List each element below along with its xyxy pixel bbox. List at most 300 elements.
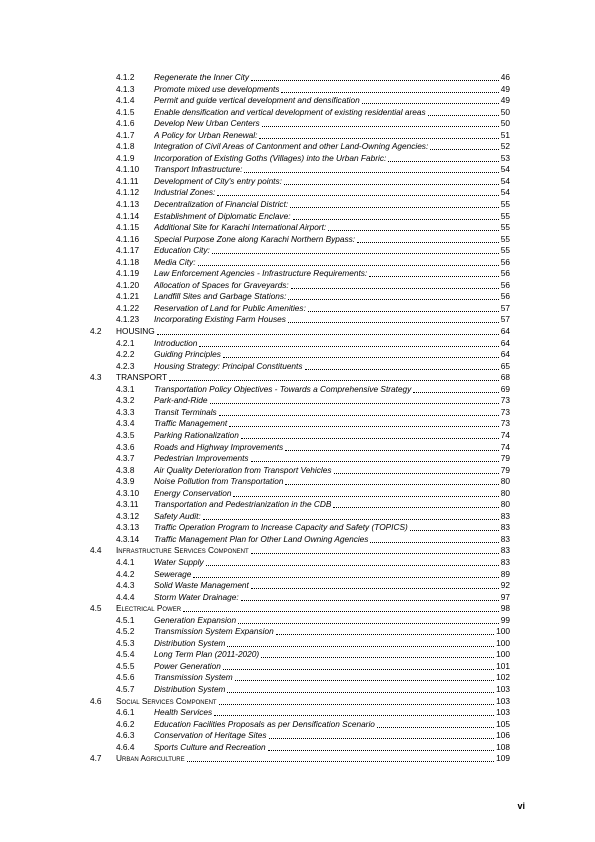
toc-entry-number: 4.1.13 bbox=[116, 199, 140, 210]
toc-entry[interactable] bbox=[90, 95, 510, 107]
toc-entry-title: Electrical Power bbox=[116, 603, 182, 614]
toc-entry-number: 4.1.20 bbox=[116, 279, 140, 290]
toc-entry-line bbox=[154, 569, 510, 581]
dot-leader bbox=[235, 672, 494, 681]
toc-entry-line bbox=[154, 615, 510, 627]
toc-entry-page: 97 bbox=[500, 591, 510, 602]
toc-entry[interactable] bbox=[90, 407, 510, 419]
toc-entry[interactable] bbox=[90, 453, 510, 465]
toc-entry-line bbox=[154, 164, 510, 176]
toc-entry-line bbox=[154, 511, 510, 523]
toc-entry-title: Guiding Principles bbox=[154, 349, 221, 360]
toc-entry-title: Sewerage bbox=[154, 568, 192, 579]
dot-leader bbox=[219, 407, 499, 416]
toc-entry-title: Generation Expansion bbox=[154, 614, 237, 625]
toc-entry[interactable] bbox=[90, 730, 510, 742]
toc-entry-title: Permit and guide vertical development and densification bbox=[154, 95, 360, 106]
toc-entry-number: 4.6.2 bbox=[116, 718, 135, 729]
toc-entry[interactable] bbox=[90, 684, 510, 696]
toc-entry-page: 55 bbox=[500, 199, 510, 210]
dot-leader bbox=[290, 199, 499, 208]
toc-entry-page: 83 bbox=[500, 545, 510, 556]
toc-entry-number: 4.1.4 bbox=[116, 95, 135, 106]
dot-leader bbox=[227, 684, 494, 693]
toc-entry-page: 74 bbox=[500, 441, 510, 452]
toc-entry-title: Incorporating Existing Farm Houses bbox=[154, 314, 286, 325]
toc-entry-title: Education City: bbox=[154, 245, 210, 256]
dot-leader bbox=[193, 569, 498, 578]
dot-leader bbox=[229, 418, 499, 427]
toc-entry-line bbox=[154, 684, 510, 696]
toc-entry-line bbox=[154, 107, 510, 119]
toc-entry[interactable] bbox=[90, 707, 510, 719]
toc-entry-number: 4.1.21 bbox=[116, 291, 140, 302]
toc-entry[interactable] bbox=[90, 222, 510, 234]
toc-entry-page: 46 bbox=[500, 72, 510, 82]
toc-entry[interactable] bbox=[90, 753, 510, 765]
dot-leader bbox=[269, 730, 495, 739]
toc-entry[interactable] bbox=[90, 245, 510, 257]
toc-entry-number: 4.1.22 bbox=[116, 302, 140, 313]
toc-entry[interactable] bbox=[90, 372, 510, 384]
toc-entry[interactable] bbox=[90, 303, 510, 315]
toc-entry-line bbox=[154, 153, 510, 165]
dot-leader bbox=[370, 534, 498, 543]
toc-entry-number: 4.5.6 bbox=[116, 672, 135, 683]
toc-entry-number: 4.1.7 bbox=[116, 129, 135, 140]
toc-entry-page: 73 bbox=[500, 418, 510, 429]
toc-entry[interactable] bbox=[90, 615, 510, 627]
dot-leader bbox=[206, 557, 499, 566]
toc-entry-page: 102 bbox=[496, 672, 510, 683]
toc-entry[interactable] bbox=[90, 603, 510, 615]
toc-entry-number: 4.6 bbox=[90, 695, 102, 706]
toc-entry-title: Education Facilities Proposals as per Densification Scenario bbox=[154, 718, 375, 729]
toc-entry-title: Energy Conservation bbox=[154, 487, 232, 498]
toc-entry-title: Air Quality Deterioration from Transport Vehicles bbox=[154, 464, 332, 475]
toc-entry-line bbox=[154, 465, 510, 477]
toc-entry-page: 83 bbox=[500, 522, 510, 533]
dot-leader bbox=[276, 626, 494, 635]
toc-entry-page: 108 bbox=[496, 741, 510, 752]
toc-entry-line bbox=[154, 534, 510, 546]
toc-entry-number: 4.3.2 bbox=[116, 395, 135, 406]
toc-entry-title: Introduction bbox=[154, 337, 198, 348]
toc-entry-line bbox=[154, 638, 510, 650]
toc-entry-page: 56 bbox=[500, 268, 510, 279]
dot-leader bbox=[251, 72, 499, 81]
toc-entry-line bbox=[154, 199, 510, 211]
toc-entry[interactable] bbox=[90, 211, 510, 223]
dot-leader bbox=[293, 211, 499, 220]
toc-entry-line bbox=[116, 545, 510, 557]
toc-entry[interactable] bbox=[90, 130, 510, 142]
toc-entry-page: 89 bbox=[500, 568, 510, 579]
toc-entry-title: Conservation of Heritage Sites bbox=[154, 730, 267, 741]
dot-leader bbox=[428, 107, 499, 116]
toc-entry-page: 83 bbox=[500, 533, 510, 544]
toc-entry[interactable] bbox=[90, 234, 510, 246]
toc-entry[interactable] bbox=[90, 638, 510, 650]
toc-entry[interactable] bbox=[90, 511, 510, 523]
toc-entry-page: 99 bbox=[500, 614, 510, 625]
toc-entry[interactable] bbox=[90, 545, 510, 557]
toc-entry[interactable] bbox=[90, 268, 510, 280]
toc-entry-number: 4.1.17 bbox=[116, 245, 140, 256]
dot-leader bbox=[308, 303, 499, 312]
toc-entry[interactable] bbox=[90, 592, 510, 604]
toc-entry-number: 4.3.8 bbox=[116, 464, 135, 475]
toc-entry-number: 4.6.3 bbox=[116, 730, 135, 741]
toc-entry-number: 4.4 bbox=[90, 545, 102, 556]
toc-entry[interactable] bbox=[90, 499, 510, 511]
toc-entry[interactable] bbox=[90, 361, 510, 373]
toc-entry-number: 4.1.5 bbox=[116, 106, 135, 117]
toc-entry-page: 55 bbox=[500, 245, 510, 256]
toc-entry-title: Law Enforcement Agencies - Infrastructure Requirements: bbox=[154, 268, 368, 279]
toc-entry-line bbox=[154, 187, 510, 199]
toc-entry-page: 56 bbox=[500, 291, 510, 302]
toc-entry-number: 4.4.3 bbox=[116, 580, 135, 591]
toc-entry-line bbox=[154, 592, 510, 604]
dot-leader bbox=[212, 245, 499, 254]
toc-entry-title: Regenerate the Inner City bbox=[154, 72, 250, 82]
toc-entry-title: Transportation and Pedestrianization in the CDB bbox=[154, 499, 332, 510]
toc-entry-line bbox=[154, 118, 510, 130]
toc-entry-title: Urban Agriculture bbox=[116, 753, 185, 764]
dot-leader bbox=[328, 222, 499, 231]
toc-entry-title: Incorporation of Existing Goths (Villages) into the Urban Fabric: bbox=[154, 152, 387, 163]
toc-entry[interactable] bbox=[90, 534, 510, 546]
dot-leader bbox=[187, 753, 495, 762]
toc-entry-title: Enable densification and vertical development of existing residential areas bbox=[154, 106, 426, 117]
dot-leader bbox=[223, 661, 494, 670]
dot-leader bbox=[410, 522, 499, 531]
toc-entry[interactable] bbox=[90, 118, 510, 130]
toc-entry-line bbox=[154, 211, 510, 223]
toc-entry-line bbox=[154, 476, 510, 488]
toc-entry-number: 4.1.15 bbox=[116, 222, 140, 233]
toc-entry-title: Decentralization of Financial District: bbox=[154, 199, 289, 210]
toc-entry-title: Distribution System bbox=[154, 683, 226, 694]
toc-entry-line bbox=[154, 280, 510, 292]
dot-leader bbox=[227, 638, 494, 647]
toc-entry[interactable] bbox=[90, 418, 510, 430]
dot-leader bbox=[357, 234, 499, 243]
toc-entry-number: 4.1.12 bbox=[116, 187, 140, 198]
toc-entry-title: Health Services bbox=[154, 707, 213, 718]
toc-entry-line bbox=[154, 407, 510, 419]
toc-entry-line bbox=[154, 245, 510, 257]
toc-entry-number: 4.1.10 bbox=[116, 164, 140, 175]
toc-entry-number: 4.3.7 bbox=[116, 453, 135, 464]
toc-entry-title: Power Generation bbox=[154, 660, 221, 671]
toc-entry-number: 4.1.23 bbox=[116, 314, 140, 325]
toc-entry-line bbox=[154, 672, 510, 684]
dot-leader bbox=[262, 118, 499, 127]
toc-entry-line bbox=[116, 603, 510, 615]
toc-entry[interactable] bbox=[90, 430, 510, 442]
toc-entry-title: Transmission System bbox=[154, 672, 233, 683]
toc-entry-title: Develop New Urban Centers bbox=[154, 118, 260, 129]
toc-entry[interactable] bbox=[90, 141, 510, 153]
toc-entry-page: 57 bbox=[500, 314, 510, 325]
toc-entry-page: 103 bbox=[496, 695, 510, 706]
toc-entry-page: 109 bbox=[496, 753, 510, 764]
toc-entry-number: 4.4.4 bbox=[116, 591, 135, 602]
toc-entry[interactable] bbox=[90, 569, 510, 581]
toc-entry-title: Park-and-Ride bbox=[154, 395, 208, 406]
dot-leader bbox=[203, 511, 499, 520]
toc-entry-line bbox=[154, 730, 510, 742]
toc-entry-number: 4.3.1 bbox=[116, 383, 135, 394]
toc-entry-number: 4.4.1 bbox=[116, 556, 135, 567]
toc-entry-page: 73 bbox=[500, 395, 510, 406]
toc-entry-page: 103 bbox=[496, 707, 510, 718]
toc-entry-page: 53 bbox=[500, 152, 510, 163]
dot-leader bbox=[199, 338, 498, 347]
dot-leader bbox=[281, 84, 498, 93]
dot-leader bbox=[244, 164, 498, 173]
dot-leader bbox=[198, 257, 499, 266]
toc-entry-line bbox=[154, 314, 510, 326]
toc-entry[interactable] bbox=[90, 488, 510, 500]
toc-entry[interactable] bbox=[90, 164, 510, 176]
dot-leader bbox=[333, 499, 498, 508]
toc-entry[interactable] bbox=[90, 395, 510, 407]
toc-entry-page: 73 bbox=[500, 406, 510, 417]
toc-entry-line bbox=[154, 430, 510, 442]
toc-entry-line bbox=[154, 222, 510, 234]
toc-entry-line bbox=[154, 707, 510, 719]
toc-entry-line bbox=[154, 141, 510, 153]
toc-entry[interactable] bbox=[90, 476, 510, 488]
toc-entry-line bbox=[154, 291, 510, 303]
toc-entry[interactable] bbox=[90, 326, 510, 338]
toc-entry-line bbox=[154, 234, 510, 246]
dot-leader bbox=[217, 187, 498, 196]
toc-entry[interactable] bbox=[90, 153, 510, 165]
dot-leader bbox=[241, 592, 499, 601]
toc-entry-page: 83 bbox=[500, 556, 510, 567]
toc-entry-line bbox=[154, 395, 510, 407]
toc-entry-number: 4.1.8 bbox=[116, 141, 135, 152]
dot-leader bbox=[233, 488, 498, 497]
toc-entry-page: 54 bbox=[500, 164, 510, 175]
toc-entry-title: Safety Audit: bbox=[154, 510, 201, 521]
toc-entry-title: Transport Infrastructure: bbox=[154, 164, 243, 175]
toc-entry-title: Special Purpose Zone along Karachi Northern Bypass: bbox=[154, 233, 356, 244]
dot-leader bbox=[268, 742, 495, 751]
toc-entry[interactable] bbox=[90, 649, 510, 661]
toc-entry-page: 100 bbox=[496, 626, 510, 637]
dot-leader bbox=[285, 442, 499, 451]
toc-entry-page: 69 bbox=[500, 383, 510, 394]
toc-entry-title: Landfill Sites and Garbage Stations: bbox=[154, 291, 287, 302]
toc-entry-page: 106 bbox=[496, 730, 510, 741]
dot-leader bbox=[169, 372, 499, 381]
toc-entry[interactable] bbox=[90, 187, 510, 199]
toc-entry-number: 4.5.5 bbox=[116, 660, 135, 671]
toc-entry-page: 54 bbox=[500, 175, 510, 186]
toc-entry-page: 64 bbox=[500, 337, 510, 348]
toc-entry-line bbox=[116, 372, 510, 384]
toc-entry[interactable] bbox=[90, 72, 510, 84]
toc-entry-title: Sports Culture and Recreation bbox=[154, 741, 266, 752]
toc-entry-number: 4.5.1 bbox=[116, 614, 135, 625]
toc-entry-number: 4.3.9 bbox=[116, 476, 135, 487]
dot-leader bbox=[241, 430, 499, 439]
toc-entry-page: 103 bbox=[496, 683, 510, 694]
dot-leader bbox=[305, 361, 499, 370]
dot-leader bbox=[288, 291, 498, 300]
toc-entry-page: 64 bbox=[500, 349, 510, 360]
toc-entry-line bbox=[154, 649, 510, 661]
toc-entry-title: Media City: bbox=[154, 256, 196, 267]
toc-entry-page: 92 bbox=[500, 580, 510, 591]
toc-entry-number: 4.3.14 bbox=[116, 533, 140, 544]
toc-entry-line bbox=[154, 95, 510, 107]
dot-leader bbox=[223, 349, 499, 358]
toc-entry-title: Storm Water Drainage: bbox=[154, 591, 239, 602]
toc-entry[interactable] bbox=[90, 176, 510, 188]
toc-entry-page: 55 bbox=[500, 233, 510, 244]
toc-entry-line bbox=[154, 453, 510, 465]
toc-entry-line bbox=[154, 557, 510, 569]
dot-leader bbox=[430, 141, 499, 150]
toc-entry[interactable] bbox=[90, 84, 510, 96]
dot-leader bbox=[214, 707, 494, 716]
toc-entry-number: 4.6.1 bbox=[116, 707, 135, 718]
toc-entry-line bbox=[154, 499, 510, 511]
toc-entry-number: 4.5 bbox=[90, 603, 102, 614]
toc-entry[interactable] bbox=[90, 338, 510, 350]
toc-entry-number: 4.2.2 bbox=[116, 349, 135, 360]
dot-leader bbox=[261, 649, 494, 658]
toc-entry[interactable] bbox=[90, 522, 510, 534]
toc-entry-number: 4.5.4 bbox=[116, 649, 135, 660]
toc-entry-page: 83 bbox=[500, 510, 510, 521]
toc-entry[interactable] bbox=[90, 557, 510, 569]
toc-entry-number: 4.3.3 bbox=[116, 406, 135, 417]
toc-entry-page: 100 bbox=[496, 637, 510, 648]
toc-entry-page: 100 bbox=[496, 649, 510, 660]
toc-entry-number: 4.1.6 bbox=[116, 118, 135, 129]
toc-entry-line bbox=[154, 384, 510, 396]
toc-entry-title: Additional Site for Karachi International Airport: bbox=[154, 222, 327, 233]
toc-entry-page: 52 bbox=[500, 141, 510, 152]
toc-entry-line bbox=[154, 626, 510, 638]
toc-entry[interactable] bbox=[90, 465, 510, 477]
toc-entry-line bbox=[154, 303, 510, 315]
toc-entry-line bbox=[154, 742, 510, 754]
toc-entry[interactable] bbox=[90, 672, 510, 684]
toc-entry[interactable] bbox=[90, 719, 510, 731]
dot-leader bbox=[288, 314, 499, 323]
toc-entry-line bbox=[154, 338, 510, 350]
toc-entry-title: Transit Terminals bbox=[154, 406, 217, 417]
toc-entry-line bbox=[116, 326, 510, 338]
toc-entry-number: 4.3.10 bbox=[116, 487, 140, 498]
toc-entry-number: 4.1.14 bbox=[116, 210, 140, 221]
toc-entry[interactable] bbox=[90, 442, 510, 454]
toc-entry-title: Traffic Management bbox=[154, 418, 228, 429]
dot-leader bbox=[413, 384, 498, 393]
toc-entry-page: 49 bbox=[500, 95, 510, 106]
toc-entry-line bbox=[154, 661, 510, 673]
toc-entry-number: 4.3.5 bbox=[116, 429, 135, 440]
toc-entry-title: Development of City's entry points: bbox=[154, 175, 282, 186]
toc-entry[interactable] bbox=[90, 626, 510, 638]
toc-entry-number: 4.3 bbox=[90, 372, 102, 383]
toc-entry-title: Noise Pollution from Transportation bbox=[154, 476, 284, 487]
toc-entry[interactable] bbox=[90, 580, 510, 592]
toc-entry[interactable] bbox=[90, 280, 510, 292]
dot-leader bbox=[210, 395, 499, 404]
toc-entry-title: Establishment of Diplomatic Enclave: bbox=[154, 210, 291, 221]
toc-entry-page: 98 bbox=[500, 603, 510, 614]
toc-entry-page: 80 bbox=[500, 499, 510, 510]
dot-leader bbox=[251, 453, 499, 462]
toc-entry[interactable] bbox=[90, 107, 510, 119]
toc-entry-page: 64 bbox=[500, 326, 510, 337]
toc-entry-title: A Policy for Urban Renewal: bbox=[154, 129, 258, 140]
toc-entry-title: TRANSPORT bbox=[116, 372, 168, 383]
toc-entry-line bbox=[154, 268, 510, 280]
toc-entry-page: 80 bbox=[500, 476, 510, 487]
toc-entry-number: 4.5.7 bbox=[116, 683, 135, 694]
toc-entry[interactable] bbox=[90, 696, 510, 708]
toc-entry-page: 55 bbox=[500, 222, 510, 233]
toc-entry-line bbox=[154, 488, 510, 500]
toc-entry-number: 4.2 bbox=[90, 326, 102, 337]
toc-entry-page: 49 bbox=[500, 83, 510, 94]
dot-leader bbox=[362, 95, 499, 104]
toc-entry-number: 4.3.12 bbox=[116, 510, 140, 521]
toc-entry-title: Distribution System bbox=[154, 637, 226, 648]
toc-entry-line bbox=[154, 176, 510, 188]
dot-leader bbox=[251, 545, 499, 554]
toc-entry-title: Housing Strategy: Principal Constituents bbox=[154, 360, 303, 371]
toc-entry-title: Water Supply bbox=[154, 556, 204, 567]
toc-entry[interactable] bbox=[90, 742, 510, 754]
toc-entry-page: 65 bbox=[500, 360, 510, 371]
toc-entry-line bbox=[116, 753, 510, 765]
dot-leader bbox=[183, 603, 499, 612]
toc-entry[interactable] bbox=[90, 257, 510, 269]
toc-entry[interactable] bbox=[90, 199, 510, 211]
toc-entry[interactable] bbox=[90, 291, 510, 303]
dot-leader bbox=[388, 153, 498, 162]
dot-leader bbox=[291, 280, 499, 289]
toc-entry[interactable] bbox=[90, 349, 510, 361]
dot-leader bbox=[334, 465, 499, 474]
dot-leader bbox=[285, 476, 498, 485]
dot-leader bbox=[369, 268, 499, 277]
toc-entry-number: 4.5.2 bbox=[116, 626, 135, 637]
toc-entry[interactable] bbox=[90, 661, 510, 673]
toc-entry-number: 4.1.16 bbox=[116, 233, 140, 244]
toc-entry-title: Roads and Highway Improvements bbox=[154, 441, 284, 452]
toc-entry-page: 105 bbox=[496, 718, 510, 729]
dot-leader bbox=[284, 176, 499, 185]
toc-entry-title: Traffic Operation Program to Increase Capacity and Safety (TOPICS) bbox=[154, 522, 408, 533]
toc-entry-page: 54 bbox=[500, 187, 510, 198]
toc-entry-line bbox=[154, 442, 510, 454]
toc-entry[interactable] bbox=[90, 384, 510, 396]
toc-entry[interactable] bbox=[90, 314, 510, 326]
toc-entry-number: 4.1.3 bbox=[116, 83, 135, 94]
